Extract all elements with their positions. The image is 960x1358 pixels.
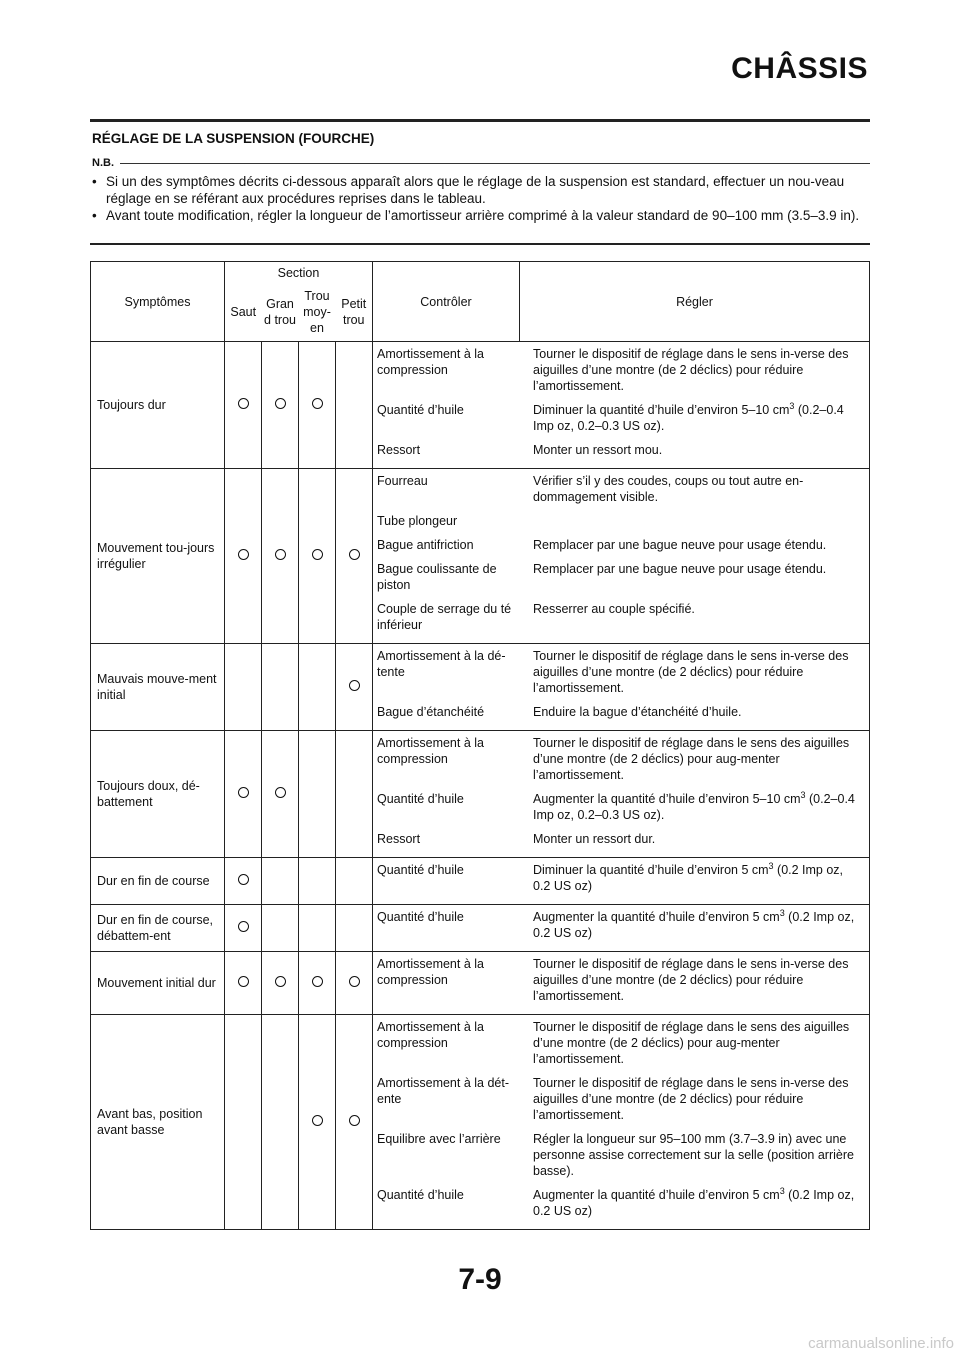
section-cell — [299, 342, 336, 469]
section-cell — [336, 731, 373, 858]
section-cell — [262, 1015, 299, 1230]
header-regler: Régler — [520, 262, 870, 342]
suspension-table — [90, 261, 870, 1230]
section-cell — [225, 644, 262, 731]
controler-text: Quantité d’huile — [377, 792, 464, 806]
controler-text: Quantité d’huile — [377, 910, 464, 924]
regler-text — [533, 513, 863, 529]
section-cell — [262, 905, 299, 952]
nb-bottom-rule — [90, 243, 870, 245]
check-adjust-pair — [373, 440, 869, 458]
regler-text: Monter un ressort dur. — [533, 832, 656, 846]
regler-text: Tourner le dispositif de réglage dans le sens des aiguilles d’une montre (de 2 déclics) pour aug-menter l’amortissement. — [533, 736, 850, 782]
regler-text: Monter un ressort mou. — [533, 443, 663, 457]
regler-text: Augmenter la quantité d’huile d’environ 5–10 $cm^3$ (0.2–0.4 Imp oz, 0.2–0.3 US oz). — [533, 789, 855, 822]
table-row — [91, 644, 870, 731]
controler-text: Amortissement à la compression — [377, 957, 484, 987]
symptom-cell: Dur en fin de course — [91, 858, 225, 905]
table-row — [91, 858, 870, 905]
circle-mark-icon — [238, 976, 249, 987]
regler-text: Régler la longueur sur 95–100 mm (3.7–3.9 in) avec une personne assise correctement sur la selle (position arrière basse). — [533, 1132, 854, 1178]
symptom-cell: Toujours doux, dé-battement — [91, 731, 225, 858]
table-row — [91, 1015, 870, 1230]
check-adjust-cell — [373, 644, 870, 731]
section-cell — [225, 905, 262, 952]
table-row — [91, 731, 870, 858]
circle-mark-icon — [275, 976, 286, 987]
check-adjust-cell — [373, 469, 870, 644]
nb-rule — [120, 163, 870, 164]
check-adjust-pair — [373, 646, 869, 696]
controler-text: Ressort — [377, 443, 421, 457]
symptom-cell: Mouvement initial dur — [91, 952, 225, 1015]
circle-mark-icon — [349, 549, 360, 560]
regler-text: Remplacer par une bague neuve pour usage étendu. — [533, 562, 827, 576]
section-cell — [336, 1015, 373, 1230]
controler-text: Amortissement à la compression — [377, 1020, 484, 1050]
section-title: RÉGLAGE DE LA SUSPENSION (FOURCHE) — [92, 131, 375, 146]
header-petit-trou: Petit trou — [336, 284, 373, 342]
regler-text: Tourner le dispositif de réglage dans le sens in-verse des aiguilles d’une montre (de 2 déclics) pour réduire l’amortissement. — [533, 347, 849, 393]
check-adjust-pair — [373, 599, 869, 633]
controler-text: Amortissement à la dét-ente — [377, 1076, 509, 1106]
check-adjust-cell — [373, 858, 870, 905]
check-adjust-pair — [373, 535, 869, 553]
section-cell — [262, 644, 299, 731]
circle-mark-icon — [238, 549, 249, 560]
table-row — [91, 469, 870, 644]
section-cell — [225, 731, 262, 858]
regler-text: Vérifier s’il y des coudes, coups ou tout autre en-dommagement visible. — [533, 474, 804, 504]
circle-mark-icon — [312, 976, 323, 987]
controler-text: Bague antifriction — [377, 538, 474, 552]
check-adjust-pair — [373, 400, 869, 434]
table-row — [91, 952, 870, 1015]
circle-mark-icon — [238, 921, 249, 932]
header-symptomes: Symptômes — [91, 262, 225, 342]
controler-text: Ressort — [377, 832, 421, 846]
symptom-cell: Toujours dur — [91, 342, 225, 469]
controler-text: Bague coulissante de piston — [377, 562, 497, 592]
section-cell — [225, 342, 262, 469]
circle-mark-icon — [312, 398, 323, 409]
check-adjust-cell — [373, 342, 870, 469]
controler-text: Equilibre avec l’arrière — [377, 1132, 501, 1146]
section-cell — [262, 858, 299, 905]
header-grand-trou: Gran d trou — [262, 284, 299, 342]
symptom-cell: Mauvais mouve-ment initial — [91, 644, 225, 731]
regler-text: Enduire la bague d’étanchéité d’huile. — [533, 705, 742, 719]
controler-text: Fourreau — [377, 474, 428, 488]
circle-mark-icon — [349, 1115, 360, 1126]
regler-text: Resserrer au couple spécifié. — [533, 602, 695, 616]
circle-mark-icon — [349, 976, 360, 987]
regler-text: Tourner le dispositif de réglage dans le sens in-verse des aiguilles d’une montre (de 2 déclics) pour réduire l’amortissement. — [533, 649, 849, 695]
circle-mark-icon — [349, 680, 360, 691]
regler-text: Diminuer la quantité d’huile d’environ 5 $cm^3$ (0.2 Imp oz, 0.2 US oz) — [533, 860, 844, 893]
section-cell — [336, 905, 373, 952]
header-controler: Contrôler — [373, 262, 520, 342]
table-row — [91, 905, 870, 952]
symptom-cell: Mouvement tou-jours irrégulier — [91, 469, 225, 644]
table-body — [91, 342, 870, 1230]
nb-label: N.B. — [92, 157, 118, 169]
check-adjust-pair — [373, 1073, 869, 1123]
page-number: 7-9 — [458, 1263, 502, 1296]
section-cell — [262, 952, 299, 1015]
circle-mark-icon — [275, 787, 286, 798]
section-cell — [262, 731, 299, 858]
check-adjust-cell — [373, 905, 870, 952]
check-adjust-pair — [373, 860, 869, 894]
regler-text: Augmenter la quantité d’huile d’environ 5 $cm^3$ (0.2 Imp oz, 0.2 US oz) — [533, 907, 855, 940]
section-cell — [225, 952, 262, 1015]
check-adjust-cell — [373, 731, 870, 858]
section-cell — [225, 469, 262, 644]
check-adjust-pair — [373, 1129, 869, 1179]
controler-text: Quantité d’huile — [377, 863, 464, 877]
symptom-cell: Dur en fin de course, débattem-ent — [91, 905, 225, 952]
section-cell — [299, 1015, 336, 1230]
circle-mark-icon — [238, 787, 249, 798]
controler-text: Bague d’étanchéité — [377, 705, 485, 719]
check-adjust-pair — [373, 344, 869, 394]
controler-text: Amortissement à la dé-tente — [377, 649, 506, 679]
check-adjust-pair — [373, 1185, 869, 1219]
circle-mark-icon — [238, 398, 249, 409]
check-adjust-pair — [373, 1017, 869, 1067]
table-header — [91, 262, 870, 342]
nb-list — [92, 173, 870, 224]
controler-text: Quantité d’huile — [377, 403, 464, 417]
circle-mark-icon — [312, 549, 323, 560]
chapter-title: CHÂSSIS — [731, 52, 868, 85]
controler-text: Amortissement à la compression — [377, 347, 484, 377]
regler-text: Remplacer par une bague neuve pour usage étendu. — [533, 538, 827, 552]
check-adjust-pair — [373, 829, 869, 847]
check-adjust-pair — [373, 907, 869, 941]
regler-text: Augmenter la quantité d’huile d’environ 5 $cm^3$ (0.2 Imp oz, 0.2 US oz) — [533, 1185, 855, 1218]
section-cell — [336, 469, 373, 644]
section-cell — [336, 858, 373, 905]
section-cell — [262, 342, 299, 469]
circle-mark-icon — [275, 549, 286, 560]
check-adjust-cell — [373, 1015, 870, 1230]
table-row — [91, 342, 870, 469]
check-adjust-pair — [373, 559, 869, 593]
regler-text: Diminuer la quantité d’huile d’environ 5–10 $cm^3$ (0.2–0.4 Imp oz, 0.2–0.3 US oz). — [533, 400, 844, 433]
check-adjust-pair — [373, 702, 869, 720]
regler-text: Tourner le dispositif de réglage dans le sens des aiguilles d’une montre (de 2 déclics) pour aug-menter l’amortissement. — [533, 1020, 850, 1066]
section-cell — [299, 905, 336, 952]
nb-item: • Avant toute modification, régler la longueur de l’amortisseur arrière comprimé à la valeur standard de 90–100 mm (3.5–3.9 in). — [92, 207, 870, 224]
circle-mark-icon — [275, 398, 286, 409]
controler-text: Quantité d’huile — [377, 1188, 464, 1202]
nb-item: • Si un des symptômes décrits ci-dessous apparaît alors que le réglage de la suspension est standard, effectuer un nou-veau réglage en se référant aux procédures reprises dans le tableau. — [92, 173, 870, 207]
section-cell — [336, 952, 373, 1015]
circle-mark-icon — [238, 874, 249, 885]
section-cell — [225, 1015, 262, 1230]
controler-text: Couple de serrage du té inférieur — [377, 602, 512, 632]
regler-text: Tourner le dispositif de réglage dans le sens in-verse des aiguilles d’une montre (de 2 déclics) pour réduire l’amortissement. — [533, 1076, 849, 1122]
nb-note — [92, 153, 870, 224]
section-cell — [336, 342, 373, 469]
check-adjust-pair — [373, 954, 869, 1004]
symptom-cell: Avant bas, position avant basse — [91, 1015, 225, 1230]
header-trou-moyen: Trou moy- en — [299, 284, 336, 342]
header-rule — [90, 119, 870, 122]
section-cell — [299, 644, 336, 731]
circle-mark-icon — [312, 1115, 323, 1126]
section-cell — [262, 469, 299, 644]
section-cell — [299, 952, 336, 1015]
check-adjust-pair — [373, 789, 869, 823]
section-cell — [336, 644, 373, 731]
section-cell — [225, 858, 262, 905]
header-section: Section — [225, 262, 373, 284]
section-cell — [299, 858, 336, 905]
check-adjust-pair — [373, 733, 869, 783]
check-adjust-pair — [373, 471, 869, 505]
regler-text: Tourner le dispositif de réglage dans le sens in-verse des aiguilles d’une montre (de 2 déclics) pour réduire l’amortissement. — [533, 957, 849, 1003]
header-saut: Saut — [225, 284, 262, 342]
section-cell — [299, 731, 336, 858]
controler-text: Amortissement à la compression — [377, 736, 484, 766]
watermark: carmanualsonline.info — [808, 1335, 954, 1352]
section-cell — [299, 469, 336, 644]
check-adjust-pair — [373, 511, 869, 529]
check-adjust-cell — [373, 952, 870, 1015]
controler-text: Tube plongeur — [377, 514, 458, 528]
